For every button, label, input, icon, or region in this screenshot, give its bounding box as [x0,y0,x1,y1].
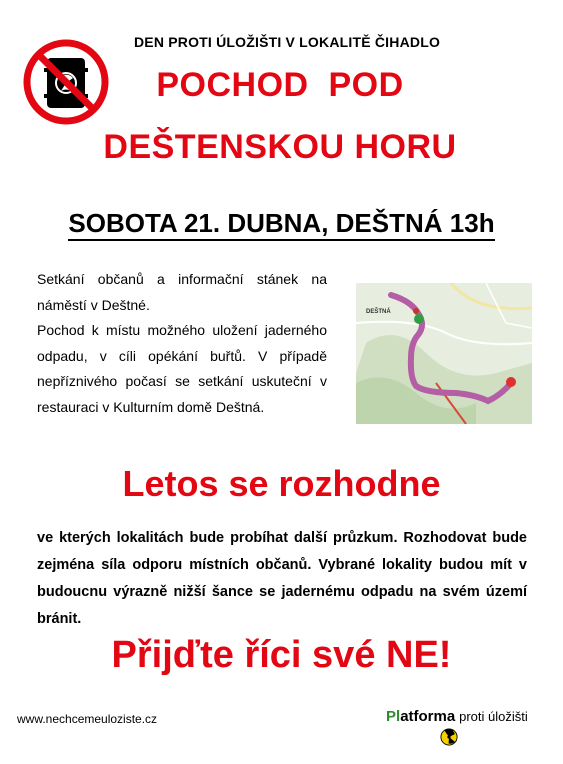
platforma-logo-word: atforma [400,708,456,725]
description-paragraph-2: Pochod k místu možného uložení jaderného odpadu, v cíli opékání buřtů. V případě nepříznivého počasí se setkání uskuteční v restauraci v Kulturním domě Deštná. [37,322,327,415]
event-header: DEN PROTI ÚLOŽIŠTI V LOKALITĚ ČIHADLO [133,34,441,50]
slogan-say-no: Přijďte říci své NE! [111,634,452,676]
radiation-icon [440,728,458,746]
platforma-logo-p: Pl [386,708,401,725]
event-date [0,208,563,239]
event-date-text: SOBOTA 21. DUBNA, DEŠTNÁ 13h [68,208,494,241]
main-body-text: ve kterých lokalitách bude probíhat další průzkum. Rozhodovat bude zejména síla odporu místních občanů. Vybrané lokality budou mít v budoucnu výrazně nižší šance se jadernému odpadu na svém území bránit. [37,530,527,627]
platforma-logo-text [386,708,528,725]
route-start-marker [414,314,424,324]
website-link[interactable]: www.nechcemeuloziste.cz [17,712,158,726]
route-map [356,283,532,424]
platforma-logo [386,708,536,752]
title-line-2: DEŠTENSKOU HORU [103,128,457,166]
event-description [37,267,327,420]
map-town-label: DEŠTNÁ [366,309,391,315]
route-end-marker [506,377,516,387]
platforma-logo-subtitle: proti úložišti [459,709,528,724]
title-line-1: POCHOD POD [156,66,404,104]
slogan-decision: Letos se rozhodne [122,463,441,504]
description-paragraph-1: Setkání občanů a informační stánek na náměstí v Deštné. [37,271,327,313]
